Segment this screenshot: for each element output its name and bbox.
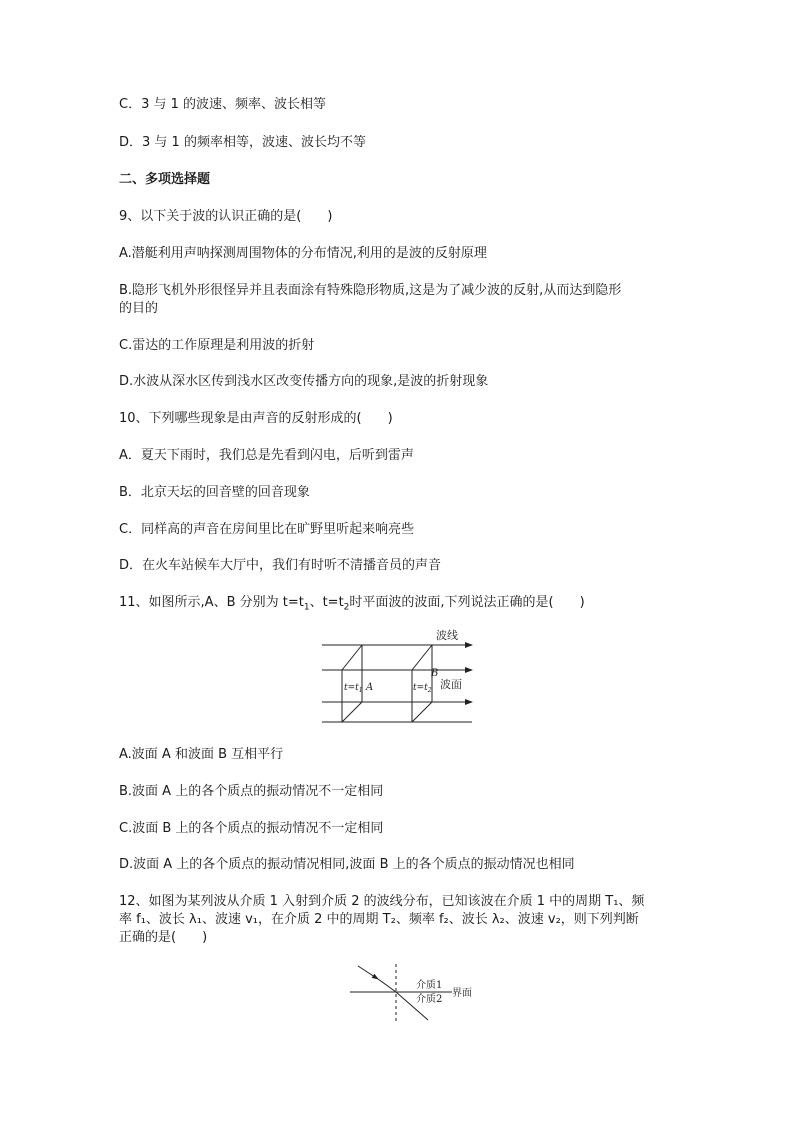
- question-12-line1: 12、如图为某列波从介质 1 入射到介质 2 的波线分布，已知该波在介质 1 中的周期 T₁、频: [119, 894, 645, 909]
- label-interface: 界面: [452, 988, 472, 999]
- option-8c: C．3 与 1 的波速、频率、波长相等: [119, 97, 327, 112]
- question-11-option-c: C.波面 B 上的各个质点的振动情况不一定相同: [119, 821, 384, 836]
- front-b-top-edge: [412, 645, 432, 670]
- option-8d: D．3 与 1 的频率相等，波速、波长均不等: [119, 135, 366, 150]
- label-b: B: [431, 668, 439, 679]
- question-10-option-b: B．北京天坛的回音壁的回音现象: [119, 485, 310, 500]
- question-9-stem: 9、以下关于波的认识正确的是( ): [119, 209, 333, 224]
- incident-ray: [358, 966, 378, 979]
- figure-12-refraction: [348, 962, 480, 1024]
- label-t2: [413, 683, 432, 694]
- question-10-option-c: C．同样高的声音在房间里比在旷野里听起来响亮些: [119, 522, 415, 537]
- label-t1-main: t=t: [344, 683, 359, 693]
- question-11-stem: [119, 594, 679, 617]
- question-10-option-d: D．在火车站候车大厅中，我们有时听不清播音员的声音: [119, 558, 442, 573]
- q11-stem-mid: 、t=t: [309, 595, 344, 610]
- question-11-option-a: A.波面 A 和波面 B 互相平行: [119, 747, 284, 762]
- section-heading: 二、多项选择题: [119, 172, 211, 187]
- question-9-option-a: A.潜艇利用声呐探测周围物体的分布情况,利用的是波的反射原理: [119, 246, 487, 261]
- label-medium-2: 介质2: [416, 994, 443, 1005]
- label-wavefront: 波面: [440, 678, 462, 691]
- label-t2-sub: 2: [427, 687, 432, 694]
- question-10-stem: 10、下列哪些现象是由声音的反射形成的( ): [119, 411, 393, 426]
- label-t1-sub: 1: [358, 687, 363, 694]
- question-10-option-a: A．夏天下雨时，我们总是先看到闪电，后听到雷声: [119, 448, 414, 463]
- front-b-bottom-edge: [412, 702, 432, 722]
- label-a: A: [366, 682, 374, 693]
- question-9-option-c: C.雷达的工作原理是利用波的折射: [119, 338, 315, 353]
- q11-stem-pre: 11、如图所示,A、B 分别为 t=t: [119, 595, 304, 610]
- label-medium-1: 介质1: [416, 980, 443, 991]
- figure-11-svg: [318, 626, 483, 728]
- q11-sub-2: 2: [343, 602, 350, 613]
- label-t2-main: t=t: [413, 683, 428, 693]
- question-12-line3: 正确的是( ): [119, 930, 208, 945]
- figure-12-svg: [348, 962, 480, 1024]
- question-11-option-d: D.波面 A 上的各个质点的振动情况相同,波面 B 上的各个质点的振动情况也相同: [119, 857, 575, 872]
- question-12-line2: 率 f₁、波长 λ₁、波速 v₁，在介质 2 中的周期 T₂、频率 f₂、波长 λ₂、波速 v₂，则下列判断: [119, 912, 639, 927]
- label-wave-ray: 波线: [436, 629, 458, 642]
- q11-stem-post: 时平面波的波面,下列说法正确的是( ): [349, 595, 585, 610]
- figure-11-wavefronts: [318, 626, 483, 728]
- question-9-option-d: D.水波从深水区传到浅水区改变传播方向的现象,是波的折射现象: [119, 374, 489, 389]
- question-11-option-b: B.波面 A 上的各个质点的振动情况不一定相同: [119, 784, 384, 799]
- q11-sub-1: 1: [303, 602, 310, 613]
- label-t1: [344, 683, 363, 694]
- question-9-option-b-line2: 的目的: [119, 301, 159, 316]
- front-a-bottom-edge: [342, 702, 362, 722]
- question-9-option-b-line1: B.隐形飞机外形很怪异并且表面涂有特殊隐形物质,这是为了减少波的反射,从而达到隐形: [119, 283, 622, 298]
- incident-ray-tail: [378, 979, 396, 992]
- front-a-top-edge: [342, 645, 362, 670]
